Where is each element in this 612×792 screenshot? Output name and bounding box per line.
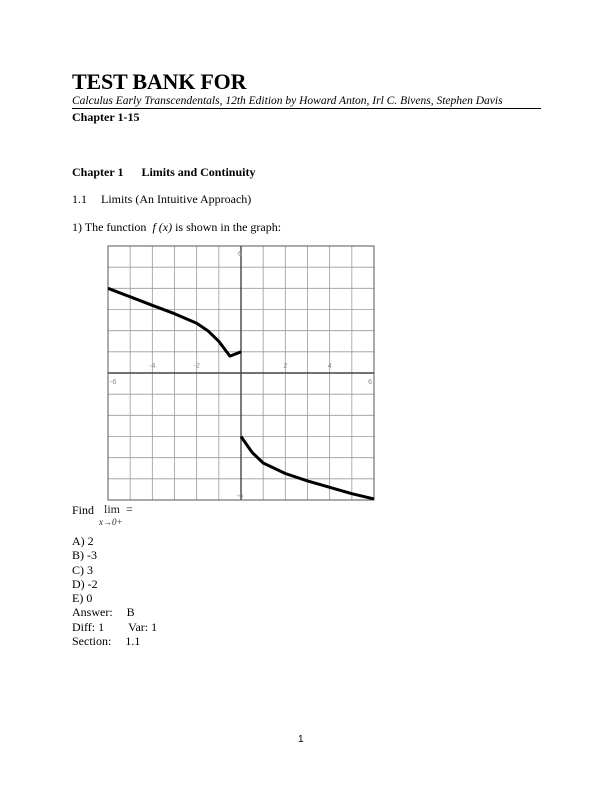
lim-equals: =: [126, 502, 133, 516]
answer-line: [72, 605, 157, 619]
lim-subscript: x→0+: [99, 517, 123, 527]
choice-b: B) -3: [72, 548, 97, 563]
chapter-label: Chapter 1: [72, 165, 124, 179]
document-title: TEST BANK FOR: [72, 69, 247, 94]
diff-line: [72, 620, 157, 634]
chapter-title: Limits and Continuity: [141, 165, 256, 179]
section-title: Limits (An Intuitive Approach): [101, 192, 252, 206]
x-tick-label: -2: [193, 363, 200, 370]
limit-expression: [104, 502, 133, 517]
x-end-label: 6: [368, 379, 372, 386]
diff-label: Diff: 1: [72, 619, 105, 634]
section-number: 1.1: [72, 192, 87, 206]
y-tick-label: -6: [236, 493, 244, 500]
choice-c: C) 3: [72, 562, 93, 577]
choice-d: D) -2: [72, 576, 98, 591]
x-end-label: -6: [110, 379, 117, 386]
section-value: 1.1: [125, 634, 141, 649]
function-name: f (x): [152, 220, 173, 234]
x-tick-label: 4: [327, 363, 332, 370]
question-suffix: is shown in the graph:: [175, 220, 282, 234]
function-graph: [104, 242, 379, 504]
section-line: [72, 634, 157, 648]
title-rule: [72, 108, 541, 109]
question-text: [72, 220, 281, 235]
find-label: Find: [72, 503, 95, 517]
answer-label: Answer:: [72, 605, 113, 620]
x-tick-label: -4: [149, 363, 156, 370]
section-label: Section:: [72, 634, 112, 649]
page-number: 1: [298, 734, 304, 745]
section-heading: [72, 192, 251, 207]
choice-e: E) 0: [72, 591, 93, 606]
book-subtitle: Calculus Early Transcendentals, 12th Edition by Howard Anton, Irl C. Bivens, Stephen Davis: [72, 95, 503, 107]
answer-value: B: [126, 605, 135, 620]
lim-text: lim: [104, 502, 121, 516]
chapter-heading: [72, 165, 255, 180]
question-prefix: 1) The function: [72, 220, 147, 234]
chapter-range: Chapter 1-15: [72, 110, 140, 124]
x-tick-label: 2: [283, 363, 288, 370]
y-tick-label: 6: [238, 251, 242, 258]
var-label: Var: 1: [128, 619, 158, 634]
answer-block: [72, 534, 157, 648]
choice-a: A) 2: [72, 534, 94, 548]
